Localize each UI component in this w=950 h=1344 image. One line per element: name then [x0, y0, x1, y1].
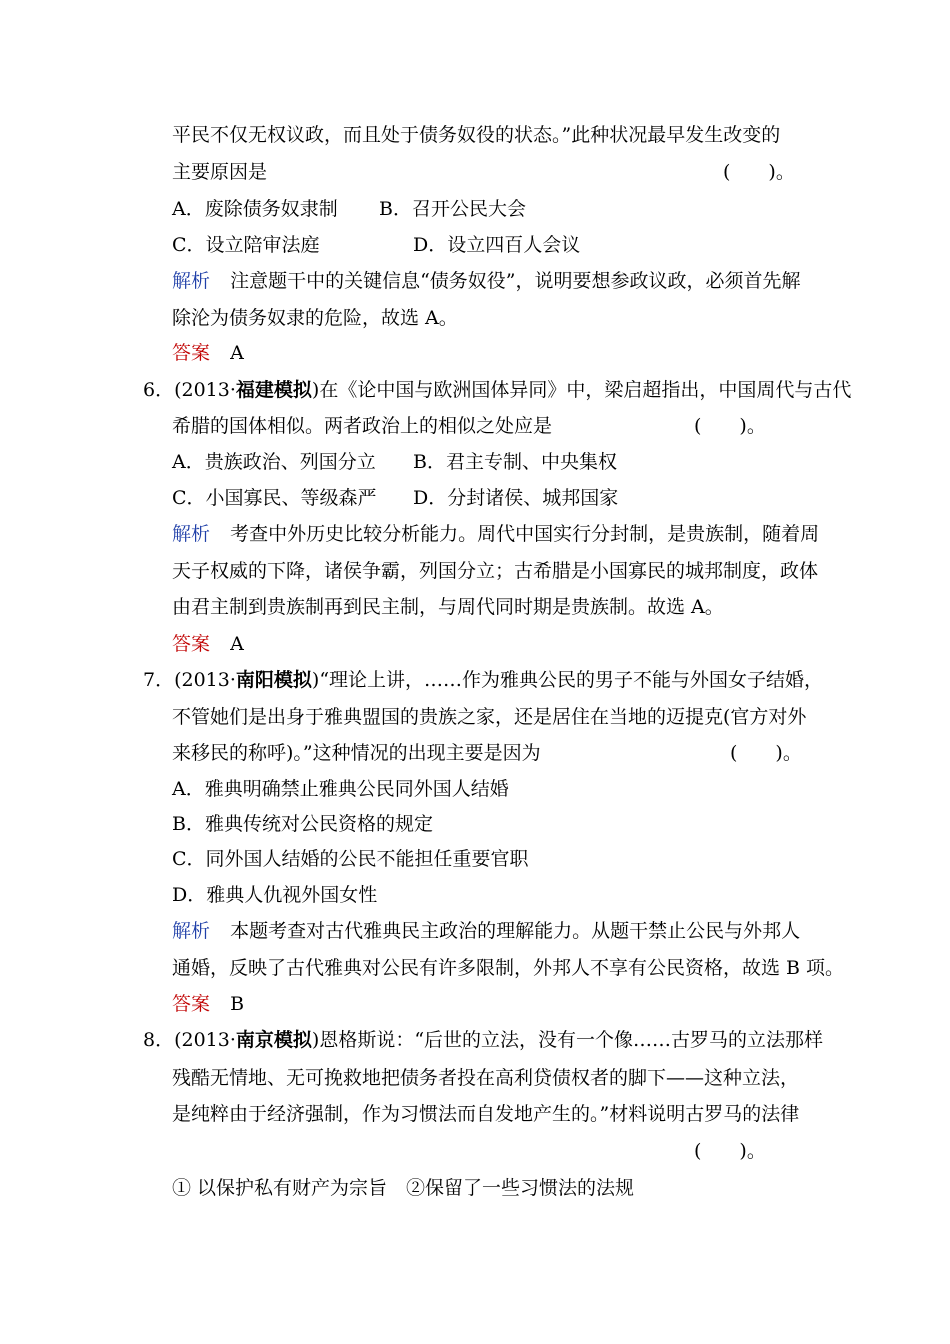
- answer-label: 答案: [172, 993, 211, 1015]
- q6-stem-line1: [143, 377, 851, 403]
- q7-stem-rest: )“理论上讲，……作为雅典公民的男子不能与外国女子结婚，: [311, 669, 824, 691]
- q6-analysis-line1: [172, 521, 819, 547]
- q6-number: 6．(2013·: [143, 379, 236, 401]
- q7-number: 7．(2013·: [143, 669, 236, 691]
- q7-option-c: C．同外国人结婚的公民不能担任重要官职: [172, 848, 529, 870]
- answer-label: 答案: [172, 342, 211, 364]
- q5-analysis-line1: [172, 268, 801, 294]
- q8-number: 8．(2013·: [143, 1029, 236, 1051]
- q5-option-c: C．设立陪审法庭: [172, 234, 320, 256]
- q7-analysis-line2: 通婚，反映了古代雅典对公民有许多限制，外邦人不享有公民资格，故选 B 项。: [172, 957, 845, 979]
- q7-analysis-line1: [172, 918, 800, 944]
- q7-stem-line1: [143, 667, 823, 693]
- analysis-label: 解析: [172, 920, 211, 942]
- q6-source: 福建模拟: [235, 379, 312, 401]
- q6-analysis-line2: 天子权威的下降，诸侯争霸，列国分立；古希腊是小国寡民的城邦制度，政体: [172, 560, 819, 582]
- q7-answer: B: [230, 993, 245, 1015]
- q6-stem-line2: 希腊的国体相似。两者政治上的相似之处应是: [172, 415, 553, 437]
- q7-analysis-text1: 本题考查对古代雅典民主政治的理解能力。从题干禁止公民与外邦人: [230, 920, 801, 942]
- q7-answer-line: [172, 991, 244, 1017]
- q8-source: 南京模拟: [235, 1029, 312, 1051]
- q7-answer-paren: ( )。: [730, 742, 802, 764]
- q8-stem-line2: 残酷无情地、无可挽救地把债务者投在高利贷债权者的脚下——这种立法，: [172, 1067, 800, 1089]
- q7-option-b: B．雅典传统对公民资格的规定: [172, 813, 433, 835]
- q6-stem-rest: )在《论中国与欧洲国体异同》中，梁启超指出，中国周代与古代: [311, 379, 852, 401]
- q5-analysis-line2: 除沦为债务奴隶的危险，故选 A。: [172, 307, 458, 329]
- q7-stem-line2: 不管她们是出身于雅典盟国的贵族之家，还是居住在当地的迈提克(官方对外: [172, 706, 807, 728]
- q6-option-b: B．君主专制、中央集权: [413, 451, 617, 473]
- q8-answer-paren: ( )。: [694, 1140, 766, 1162]
- q7-source: 南阳模拟: [235, 669, 312, 691]
- q6-option-a: A．贵族政治、列国分立: [172, 451, 376, 473]
- q6-answer-line: [172, 631, 244, 657]
- q5-stem-line2: 主要原因是: [172, 161, 268, 183]
- answer-label: 答案: [172, 633, 211, 655]
- q8-stem-line3: 是纯粹由于经济强制，作为习惯法而自发地产生的。”材料说明古罗马的法律: [172, 1103, 800, 1125]
- q7-option-d: D．雅典人仇视外国女性: [172, 884, 378, 906]
- q6-option-c: C．小国寡民、等级森严: [172, 487, 377, 509]
- q5-answer-line: [172, 340, 244, 366]
- analysis-label: 解析: [172, 270, 211, 292]
- q6-answer: A: [230, 633, 244, 655]
- q5-answer: A: [230, 342, 244, 364]
- q8-stem-rest: )恩格斯说：“后世的立法，没有一个像……古罗马的立法那样: [311, 1029, 824, 1051]
- q8-items-line: ① 以保护私有财产为宗旨 ②保留了一些习惯法的法规: [172, 1177, 635, 1199]
- q8-stem-line1: [143, 1027, 823, 1053]
- q5-option-b: B．召开公民大会: [379, 198, 526, 220]
- q7-option-a: A．雅典明确禁止雅典公民同外国人结婚: [172, 778, 509, 800]
- q6-answer-paren: ( )。: [694, 415, 766, 437]
- q6-analysis-line3: 由君主制到贵族制再到民主制，与周代同时期是贵族制。故选 A。: [172, 596, 724, 618]
- q7-stem-line3: 来移民的称呼)。”这种情况的出现主要是因为: [172, 742, 541, 764]
- q5-option-d: D．设立四百人会议: [413, 234, 581, 256]
- q6-option-d: D．分封诸侯、城邦国家: [413, 487, 619, 509]
- q5-answer-paren: ( )。: [723, 161, 795, 183]
- q5-analysis-text1: 注意题干中的关键信息“债务奴役”，说明要想参政议政，必须首先解: [230, 270, 801, 292]
- analysis-label: 解析: [172, 523, 211, 545]
- q6-analysis-text1: 考查中外历史比较分析能力。周代中国实行分封制，是贵族制，随着周: [230, 523, 820, 545]
- q5-stem-line1: 平民不仅无权议政，而且处于债务奴役的状态。”此种状况最早发生改变的: [172, 124, 781, 146]
- q5-option-a: A．废除债务奴隶制: [172, 198, 338, 220]
